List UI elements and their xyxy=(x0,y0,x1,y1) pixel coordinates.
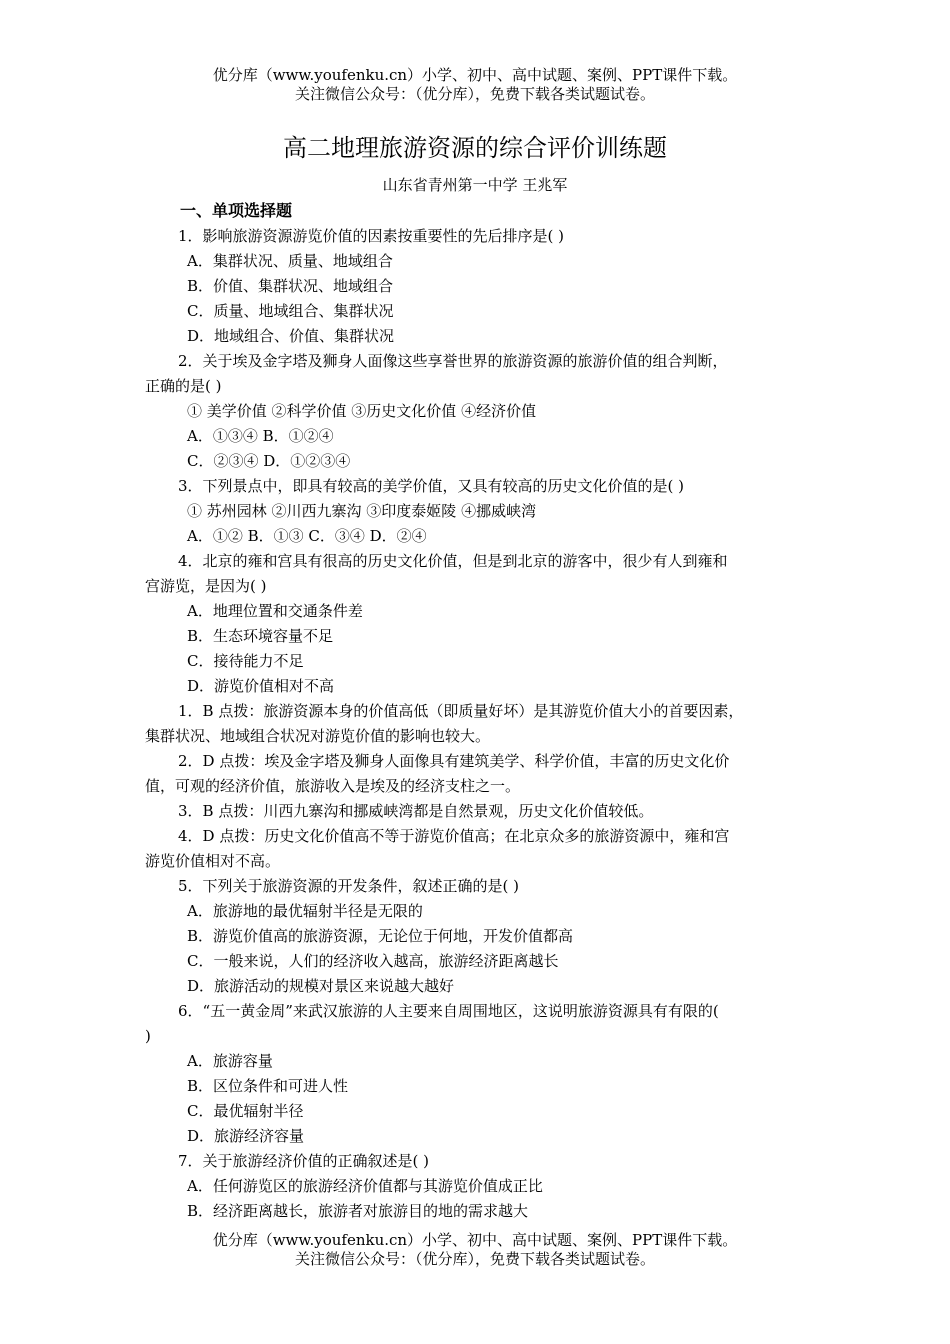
author-line: 山东省青州第一中学 王兆军 xyxy=(382,176,568,194)
text-line: A．地理位置和交通条件差 xyxy=(187,602,363,620)
text-line: 值，可观的经济价值，旅游收入是埃及的经济支柱之一。 xyxy=(145,777,521,795)
text-line: A．①② B．①③ C．③④ D．②④ xyxy=(187,527,427,545)
text-line: C．质量、地域组合、集群状况 xyxy=(187,302,394,320)
text-line: 5．下列关于旅游资源的开发条件，叙述正确的是( ) xyxy=(178,877,520,895)
text-line: B．游览价值高的旅游资源，无论位于何地，开发价值都高 xyxy=(187,927,574,945)
text-line: 宫游览，是因为( ) xyxy=(145,577,267,595)
text-line: ① 美学价值 ②科学价值 ③历史文化价值 ④经济价值 xyxy=(187,402,537,420)
text-line: D．旅游经济容量 xyxy=(187,1127,305,1145)
text-line: C．②③④ D．①②③④ xyxy=(187,452,351,470)
text-line: ① 苏州园林 ②川西九寨沟 ③印度泰姬陵 ④挪威峡湾 xyxy=(187,502,537,520)
text-line: B．价值、集群状况、地域组合 xyxy=(187,277,394,295)
text-line: A．①③④ B．①②④ xyxy=(187,427,334,445)
header-line-1: 优分库（www.youfenku.cn）小学、初中、高中试题、案例、PPT课件下载。 xyxy=(212,66,738,84)
text-line: B．经济距离越长，旅游者对旅游目的地的需求越大 xyxy=(187,1202,529,1220)
footer-line-2: 关注微信公众号：（优分库），免费下载各类试题试卷。 xyxy=(294,1250,655,1268)
text-line: 6．“五一黄金周”来武汉旅游的人主要来自周围地区，这说明旅游资源具有有限的( xyxy=(178,1002,719,1020)
question-list xyxy=(145,224,809,1224)
text-line: D．地域组合、价值、集群状况 xyxy=(187,327,395,345)
text-line: B．生态环境容量不足 xyxy=(187,627,334,645)
text-line: A．集群状况、质量、地域组合 xyxy=(187,252,393,270)
text-line: B．区位条件和可进人性 xyxy=(187,1077,349,1095)
text-line: ) xyxy=(145,1027,151,1045)
text-line: 1．B 点拨：旅游资源本身的价值高低（即质量好坏）是其游览价值大小的首要因素， xyxy=(178,702,744,720)
text-line: 游览价值相对不高。 xyxy=(145,852,281,870)
text-line: C．一般来说，人们的经济收入越高，旅游经济距离越长 xyxy=(187,952,559,970)
text-line: 2．D 点拨：埃及金字塔及狮身人面像具有建筑美学、科学价值，丰富的历史文化价 xyxy=(178,752,730,770)
section-heading: 一、单项选择题 xyxy=(180,201,293,220)
text-line: 4．北京的雍和宫具有很高的历史文化价值，但是到北京的游客中，很少有人到雍和 xyxy=(178,552,728,570)
header-line-2: 关注微信公众号：（优分库），免费下载各类试题试卷。 xyxy=(294,85,655,103)
text-line: A．旅游地的最优辐射半径是无限的 xyxy=(187,902,423,920)
text-line: A．旅游容量 xyxy=(187,1052,273,1070)
text-line: A．任何游览区的旅游经济价值都与其游览价值成正比 xyxy=(187,1177,543,1195)
text-line: 7．关于旅游经济价值的正确叙述是( ) xyxy=(178,1152,430,1170)
text-line: 3．下列景点中，即具有较高的美学价值，又具有较高的历史文化价值的是( ) xyxy=(178,477,685,495)
text-line: 2．关于埃及金字塔及狮身人面像这些享誉世界的旅游资源的旅游价值的组合判断， xyxy=(178,352,728,370)
text-line: D．游览价值相对不高 xyxy=(187,677,335,695)
text-line: 集群状况、地域组合状况对游览价值的影响也较大。 xyxy=(145,727,491,745)
footer-line-1: 优分库（www.youfenku.cn）小学、初中、高中试题、案例、PPT课件下载。 xyxy=(212,1231,738,1249)
text-line: 正确的是( ) xyxy=(145,377,222,395)
text-line: C．最优辐射半径 xyxy=(187,1102,304,1120)
text-line: 4．D 点拨：历史文化价值高不等于游览价值高；在北京众多的旅游资源中，雍和宫 xyxy=(178,827,730,845)
text-line: D．旅游活动的规模对景区来说越大越好 xyxy=(187,977,455,995)
text-line: 1．影响旅游资源游览价值的因素按重要性的先后排序是( ) xyxy=(178,227,565,245)
text-line: C．接待能力不足 xyxy=(187,652,304,670)
text-line: 3．B 点拨：川西九寨沟和挪威峡湾都是自然景观，历史文化价值较低。 xyxy=(178,802,654,820)
page-title: 高二地理旅游资源的综合评价训练题 xyxy=(283,134,667,162)
